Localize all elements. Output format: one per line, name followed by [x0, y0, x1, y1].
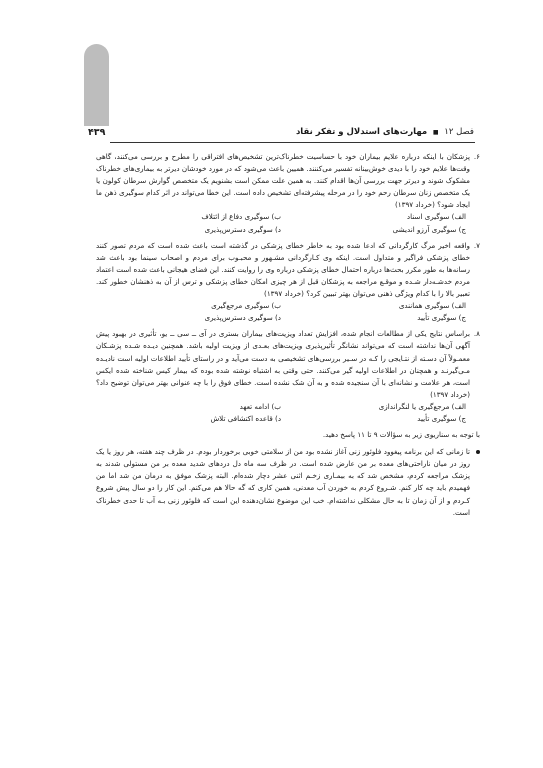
chapter-title: مهارت‌های استدلال و تفکر نقاد [295, 127, 428, 137]
question-7 [96, 240, 480, 325]
option-b: ب) سوگیری دفاع از ائتلاف [201, 212, 281, 222]
option-c: ج) سوگیری آرزو اندیشی [392, 224, 466, 234]
option-d: د) سوگیری دسترس‌پذیری [204, 224, 281, 234]
question-number: ۶. [473, 152, 480, 161]
option-c: ج) سوگیری تأیید [417, 413, 466, 423]
question-stem: واقعه اخیر مرگ کارگردانی که ادعا شده بود به خاطر خطای پزشکی در گذشته است باعث شده است که مردم تصور کنند خطای پزشکی فراگیر و متداول است. اینکه وی کـارگردانی مشـهور و محبـوب برای مردم و اصحاب سینما بود باعث شد رسانه‌ها به طور مکرر بحث‌ها درباره احتمال خطای پزشکی درباره وی را روایت کنند. این فضای هیجانی باعث شده است اعتماد مردم خدشـه‌دار شـده و موقـع مراجعه به پزشکان قبل از هر چیزی امکان خطای پزشکی و ترس از آن به ذهنشان خطور کند. تعبیر بالا را با کدام ویژگی ذهنی می‌توان بهتر تبیین کرد؟ (خرداد ۱۳۹۷) [96, 240, 470, 299]
scenario-text: تا زمانی که این برنامه پیغوود فلوئور زنی آغاز نشده بود من از سلامتی خوبی برخوردار بودم. در ظرف چند هفته، هر روز یا یک روز در میان ناراحتی‌های معده بر من عارض شده است. در ظرف سه ماه دل دردهای شدید معده بر من مستولی شدند به پزشک مراجعه کردم، مشخص شد که به بیمـاری زخـم اثنی عشر دچار شده‌ام. البته پزشک موفق به درمان من شد اما من فهمیدم باید چه کار کنم. شـروع کردم به خوردن آب معدنی، همین کاری که گه حالا هم می‌کنم. این کار را دو سال پیش شروع کـردم و از آن زمان تا به حال مشکلی نداشته‌ام. خب این موضوع نشان‌دهنده این است که فلوئور زنی بـه آب تا حدی خطرناک است. [96, 447, 470, 517]
option-d: د) سوگیری دسترس‌پذیری [204, 313, 281, 323]
header-separator: ■ [432, 129, 439, 136]
scenario-lead-in: با توجه به سناریوی زیر به سؤالات ۹ تا ۱۱ پاسخ دهید. [322, 430, 480, 440]
page-header [84, 126, 474, 143]
option-a: الف) مرجع‌گیری یا لنگراندازی [378, 401, 466, 411]
question-stem: پزشکان با اینکه درباره علایم بیماران خود با حساسیت خطرناک‌ترین تشخیص‌های افتراقی را مطرح و بررسی می‌کنند، گاهی وقت‌ها علایم خود را با دیدی خوش‌بینانه تفسیر می‌کننند. همیین باعث می‌شود که در مورد خودشان دیرتر به بیماری‌های خطرناک مشکوک شوند و دیرتر جهت بررسی آن‌ها اقدام کنند. به همین علت ممکن است بشنویم یک متخصص گوارش سرطان کولون یا یک متخصص زنان سرطان رحم خود را در مرحله پیشرفته‌ای تشخیص داده است. این خطا می‌تواند در اثر کدام سوگیری ذهن ما ایجاد شود؟ (خرداد ۱۳۹۷) [96, 152, 470, 210]
page-content [96, 151, 480, 519]
question-stem: براساس نتایج یکی از مطالعات انجام شده، افزایش تعداد ویزیت‌های بیماران بستری در آی ــ سی ــ یو، تأثیری در بهبود پیش آگهی آن‌ها نداشته است که می‌تواند نشانگر تأثیرپذیری ویزیت‌های بعـدی از ویزیت اولیه باشد. همچنین دیـده شـده پزشـکان معمـولاً آن دسـته از نتـایجی را کـه در سـیر بررسی‌های تشخیصی به دست می‌آید و در راستای تأیید اطلاعات اولیه است نادیـده مـی‌گیرنـد و همچنان در اطلاعات اولیه گیر می‌کنند. حتی وقتی به اشتباه نوشته شده بوده که بیمار کیس شناخته شده ایکس است، هر علامت و نشانه‌ای با آن سنجیده شده و به آن شک نشده است. خطای فوق را با چه عنوانی بهتر می‌توان توضیح داد؟ (خرداد ۱۳۹۷) [96, 329, 470, 399]
answer-options [96, 401, 470, 425]
chapter-label: فصل ۱۲ [444, 127, 474, 137]
question-number: ۷. [473, 240, 480, 250]
page-number: ۴۳۹ [88, 127, 106, 138]
chapter-side-tab [84, 44, 109, 126]
option-b: ب) سوگیری مرجع‌گیری [211, 301, 281, 311]
question-number: ۸. [473, 329, 480, 339]
running-header [296, 127, 474, 137]
option-d: د) قاعده اکتشافی تلاش [210, 413, 281, 423]
option-a: الف) سوگیری همانندی [398, 301, 466, 311]
question-8 [96, 328, 480, 425]
scenario-paragraph [96, 446, 480, 519]
answer-options [96, 211, 470, 235]
header-rule [110, 142, 475, 143]
option-c: ج) سوگیری تأیید [417, 313, 466, 323]
question-6 [96, 151, 480, 236]
option-b: ب) ادامه تعهد [239, 401, 281, 411]
option-a: الف) سوگیری اسناد [406, 212, 466, 222]
bullet-icon [476, 450, 480, 454]
answer-options [96, 300, 470, 324]
